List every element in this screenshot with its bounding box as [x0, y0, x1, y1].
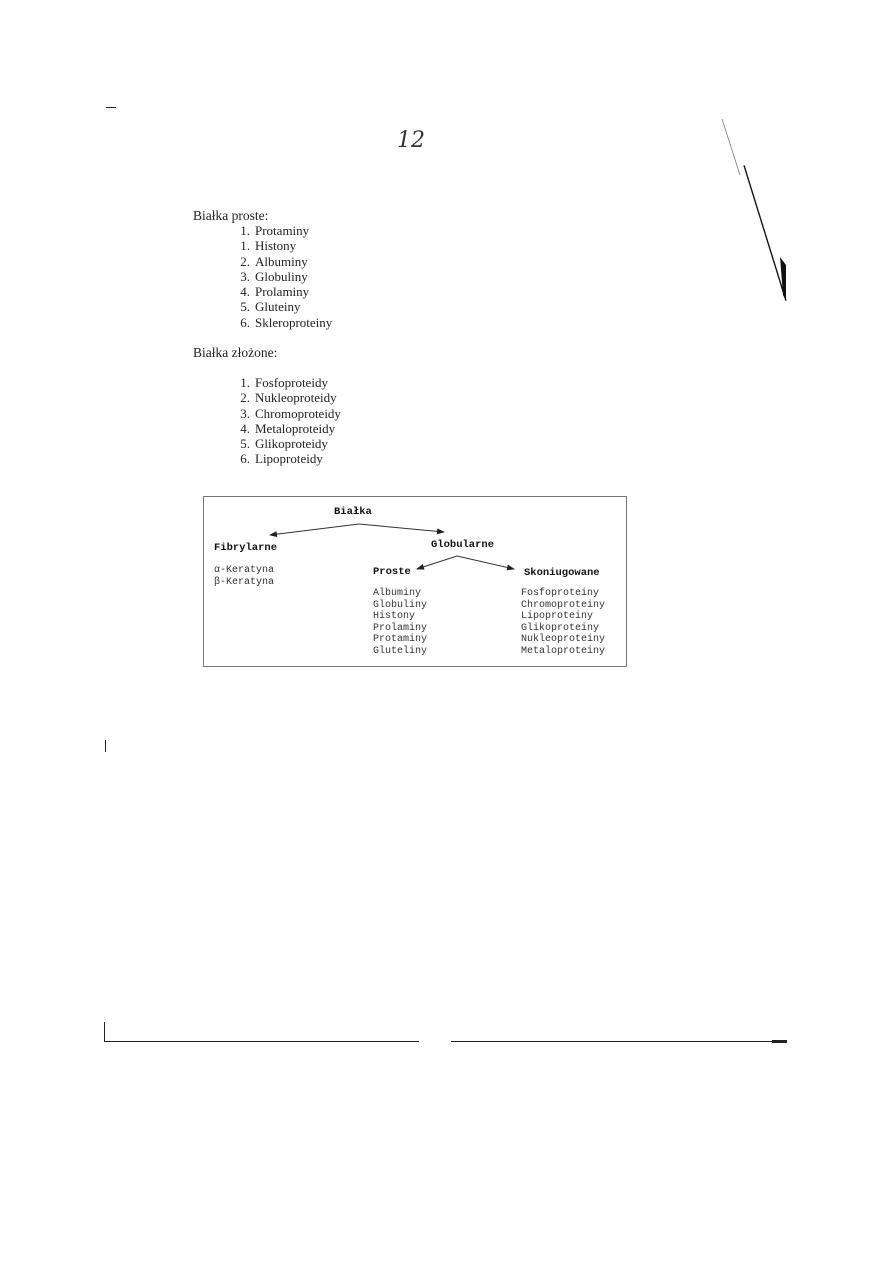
complex-proteins-heading: Białka złożone: — [193, 345, 278, 360]
list-item: 2. Albuminy — [240, 253, 308, 269]
diagram-item: Prolaminy — [373, 622, 428, 634]
diagram-item: Nukleoproteiny — [521, 634, 606, 646]
diagram-item: Protaminy — [373, 634, 428, 646]
node-fibrillar: Fibrylarne — [214, 542, 278, 554]
diagram-item: Lipoproteiny — [521, 611, 594, 623]
scan-line-bottom-left — [104, 1041, 419, 1042]
diagram-item: Albuminy — [373, 588, 422, 599]
list-item: 6. Lipoproteidy — [240, 451, 323, 467]
node-root: Białka — [334, 506, 372, 518]
list-item: 1. Fosfoproteidy — [240, 375, 328, 390]
diagram-item: Glikoproteiny — [521, 622, 600, 634]
diagram-item: β-Keratyna — [214, 576, 275, 588]
diagram-item: Globuliny — [373, 599, 428, 611]
list-item: 5. Gluteiny — [240, 299, 301, 315]
scan-mark-top-left — [106, 107, 116, 108]
diagram-item: Metaloproteiny — [521, 645, 606, 657]
diagram-item: Fosfoproteiny — [521, 588, 600, 599]
diagram-item: α-Keratyna — [214, 565, 275, 576]
list-item: 2. Nukleoproteidy — [240, 390, 337, 406]
scan-mark-bottom-right — [772, 1040, 787, 1043]
list-item: 3. Globuliny — [240, 268, 308, 284]
scan-line-bottom-right — [451, 1041, 787, 1042]
scan-edge-shadow — [720, 115, 790, 305]
arrow-to-globular — [359, 524, 444, 532]
simple-items — [373, 588, 427, 658]
protein-classification-diagram — [203, 496, 627, 667]
list-item: 6. Skleroproteiny — [240, 314, 333, 330]
diagram-item: Chromoproteiny — [521, 599, 606, 611]
fibrillar-items — [214, 565, 274, 588]
list-item: 1. Histony — [240, 238, 297, 254]
arrow-to-conjugated — [457, 556, 514, 569]
list-item: 3. Chromoproteidy — [240, 405, 341, 421]
page-number: 12 — [397, 128, 425, 153]
node-simple: Proste — [373, 566, 411, 578]
list-item: 4. Metaloproteidy — [240, 420, 336, 436]
complex-proteins-list — [236, 375, 341, 467]
arrow-to-simple — [417, 556, 457, 569]
list-item: 4. Prolaminy — [240, 284, 310, 300]
scan-mark-left-margin — [105, 740, 106, 752]
node-globular: Globularne — [431, 539, 495, 551]
scan-mark-bottom-left — [104, 1022, 105, 1041]
simple-proteins-heading: Białka proste: — [193, 208, 269, 223]
diagram-item: Gluteliny — [373, 645, 428, 657]
list-item: 1. Protaminy — [240, 223, 310, 238]
list-item: 5. Glikoproteidy — [240, 436, 328, 452]
diagram-item: Histony — [373, 611, 416, 623]
arrow-to-fibrillar — [270, 524, 359, 535]
node-conjugated: Skoniugowane — [524, 567, 600, 579]
simple-proteins-list — [236, 223, 332, 330]
conjugated-items — [521, 588, 605, 658]
